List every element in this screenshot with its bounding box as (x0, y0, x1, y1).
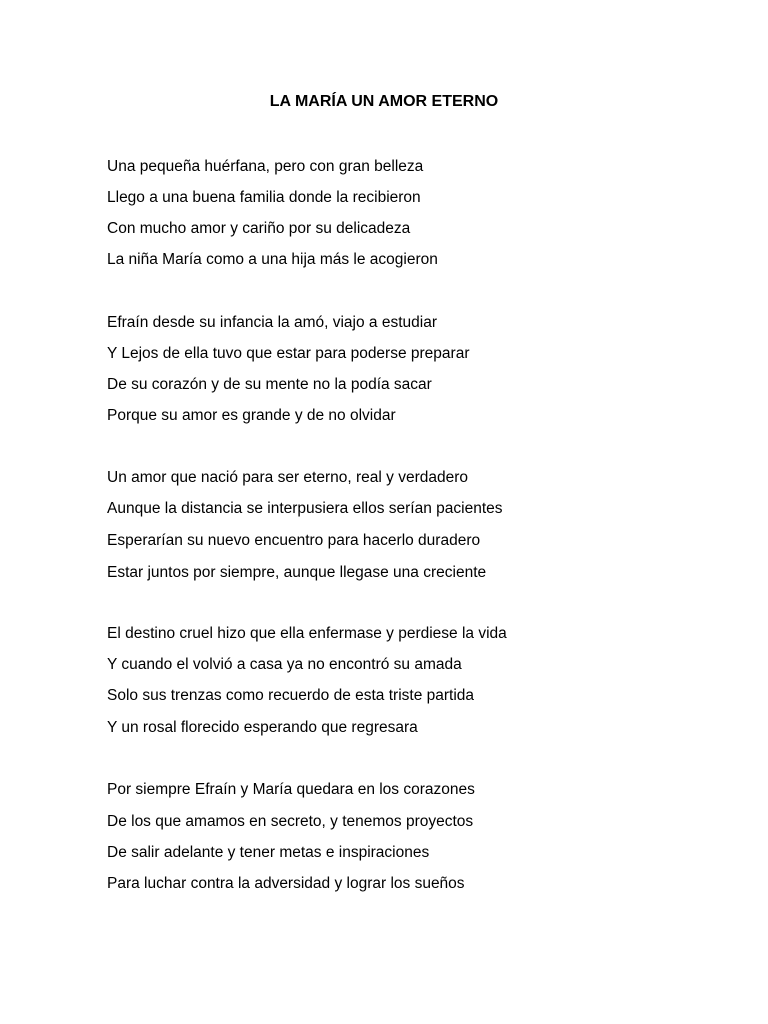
poem-line: Y un rosal florecido esperando que regresara (107, 719, 418, 736)
poem-line: Solo sus trenzas como recuerdo de esta triste partida (107, 687, 475, 704)
poem-line: Un amor que nació para ser eterno, real y verdadero (107, 469, 469, 486)
poem-line: Estar juntos por siempre, aunque llegase una creciente (107, 564, 487, 581)
poem-line: Efraín desde su infancia la amó, viajo a estudiar (107, 314, 437, 331)
poem-line: Y cuando el volvió a casa ya no encontró su amada (107, 656, 462, 673)
poem-line: Y Lejos de ella tuvo que estar para poderse preparar (107, 345, 470, 362)
poem-line: Para luchar contra la adversidad y lograr los sueños (107, 875, 465, 892)
poem-line: Porque su amor es grande y de no olvidar (107, 407, 396, 424)
poem-line: Por siempre Efraín y María quedara en los corazones (107, 781, 475, 798)
poem-title: LA MARÍA UN AMOR ETERNO (269, 93, 499, 110)
poem-line: Esperarían su nuevo encuentro para hacerlo duradero (107, 532, 481, 549)
poem-line: Aunque la distancia se interpusiera ellos serían pacientes (107, 500, 503, 517)
poem-line: De los que amamos en secreto, y tenemos proyectos (107, 813, 474, 830)
poem-line: De su corazón y de su mente no la podía sacar (107, 376, 432, 393)
poem-line: De salir adelante y tener metas e inspiraciones (107, 844, 430, 861)
poem-line: El destino cruel hizo que ella enfermase y perdiese la vida (107, 625, 507, 642)
poem-line: Con mucho amor y cariño por su delicadeza (107, 220, 411, 237)
poem-line: Llego a una buena familia donde la recibieron (107, 189, 421, 206)
poem-line: Una pequeña huérfana, pero con gran belleza (107, 158, 424, 175)
poem-line: La niña María como a una hija más le acogieron (107, 251, 438, 268)
